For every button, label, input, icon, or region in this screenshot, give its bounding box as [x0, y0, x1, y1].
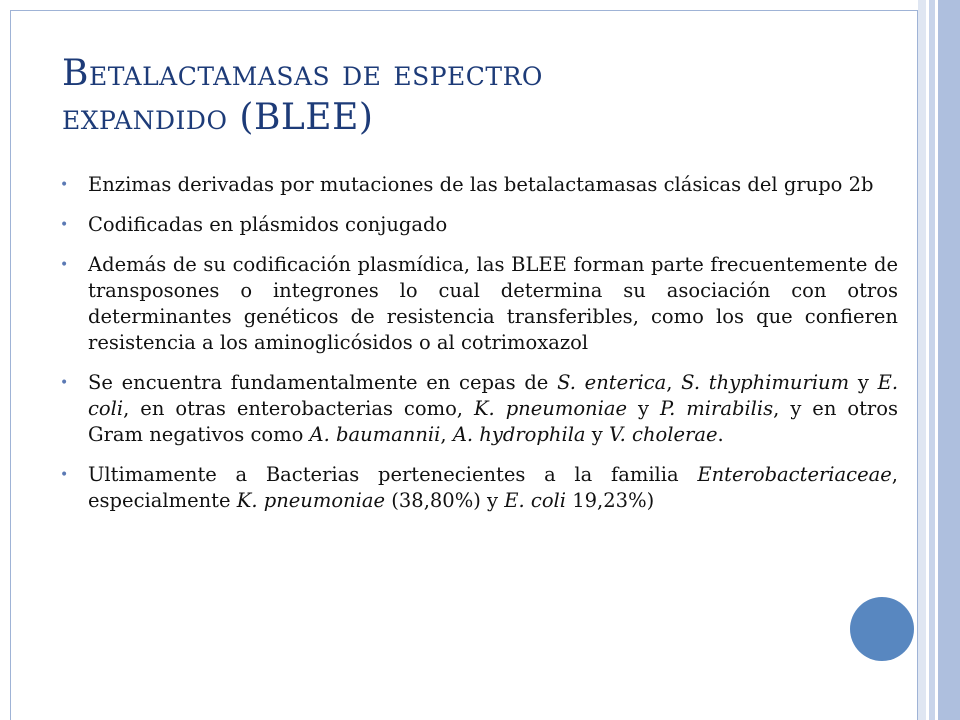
bullet-text — [88, 371, 898, 446]
text-run: 19,23%) — [566, 489, 655, 512]
bullet-icon: • — [60, 177, 69, 193]
text-run: y — [849, 371, 878, 394]
species-name: K. pneumoniae — [473, 397, 628, 420]
text-run: Ultimamente a Bacterias pertenecientes a la familia — [88, 463, 698, 486]
bullet-text: Codificadas en plásmidos conjugado — [88, 213, 448, 236]
text-run: , en otras enterobacterias como, — [123, 397, 474, 420]
bullet-text — [88, 463, 898, 512]
bullet-item — [60, 462, 898, 514]
species-name: A. baumannii — [309, 423, 441, 446]
title-line-2: expandido (BLEE) — [62, 97, 374, 138]
bullet-list — [60, 172, 898, 514]
title-line-1: Betalactamasas de espectro — [62, 53, 543, 94]
bullet-icon: • — [60, 375, 69, 391]
decorative-bar — [938, 0, 960, 720]
species-name: K. pneumoniae — [236, 489, 386, 512]
bullet-text: Enzimas derivadas por mutaciones de las betalactamasas clásicas del grupo 2b — [88, 173, 874, 196]
family-name: Enterobacteriaceae — [697, 463, 892, 486]
slide-body — [60, 172, 898, 526]
text-run: , y en otros Gram negativos como — [88, 397, 898, 446]
text-run: (38,80%) y — [385, 489, 505, 512]
text-run: y — [585, 423, 609, 446]
bullet-item — [60, 172, 898, 198]
species-name: A. hydrophila — [452, 423, 586, 446]
bullet-icon: • — [60, 257, 69, 273]
text-run: , especialmente — [88, 463, 898, 512]
bullet-item — [60, 212, 898, 238]
text-run: , — [440, 423, 453, 446]
species-name: E. coli — [88, 371, 899, 420]
species-name: E. coli — [504, 489, 567, 512]
text-run: y — [627, 397, 660, 420]
bullet-item — [60, 252, 898, 356]
bullet-text: Además de su codificación plasmídica, las BLEE forman parte frecuentemente de transposones o integrones lo cual determina su asociación con otros determinantes genéticos de resistencia transferibles, como los que confieren resistencia a los aminoglicósidos o al cotrimoxazol — [88, 253, 898, 354]
text-run: , — [666, 371, 682, 394]
text-run: Se encuentra fundamentalmente en cepas de — [88, 371, 558, 394]
decorative-circle — [850, 597, 914, 661]
bullet-icon: • — [60, 467, 69, 483]
decorative-bar — [918, 0, 926, 720]
slide-title — [62, 52, 862, 140]
species-name: V. cholerae — [608, 423, 718, 446]
bullet-icon: • — [60, 217, 69, 233]
species-name: P. mirabilis — [659, 397, 774, 420]
species-name: S. thyphimurium — [681, 371, 850, 394]
species-name: S. enterica — [557, 371, 667, 394]
bullet-item — [60, 370, 898, 448]
text-run: . — [717, 423, 724, 446]
